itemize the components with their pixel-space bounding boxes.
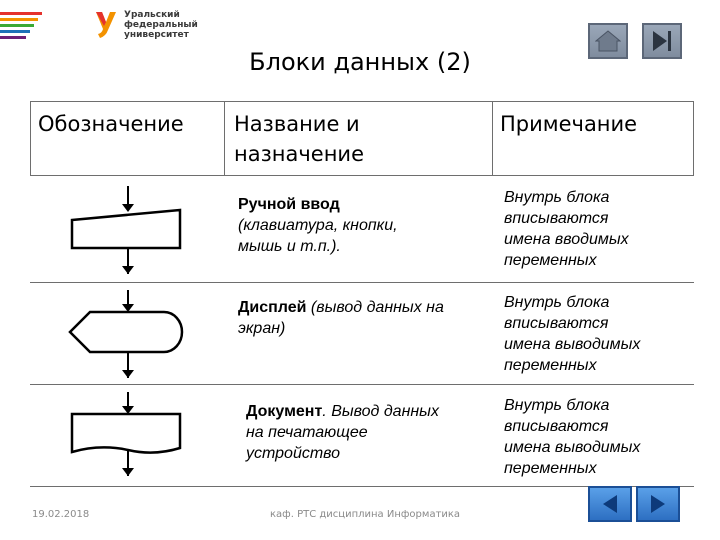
next-icon <box>647 493 669 515</box>
manual-input-title: Ручной ввод <box>238 196 340 213</box>
next-button[interactable] <box>636 486 680 522</box>
note-line: вписываются <box>504 418 609 435</box>
stripe-green <box>0 24 34 27</box>
logo-line-3: университет <box>124 30 189 40</box>
display-symbol <box>60 288 200 384</box>
prev-button[interactable] <box>588 486 632 522</box>
note-line: вписываются <box>504 315 609 332</box>
display-desc-2: экран) <box>238 320 286 337</box>
note-line: переменных <box>504 252 597 269</box>
row-document-note <box>504 395 640 479</box>
manual-input-symbol <box>60 184 200 280</box>
prev-icon <box>599 493 621 515</box>
stripe-red <box>0 12 42 15</box>
note-line: имена вводимых <box>504 231 629 248</box>
note-line: имена выводимых <box>504 439 641 456</box>
note-line: переменных <box>504 460 597 477</box>
document-title: Документ <box>246 403 323 420</box>
stripe-blue <box>0 30 30 33</box>
document-symbol <box>60 390 200 482</box>
logo-line-2: федеральный <box>124 20 198 30</box>
manual-input-desc-2: мышь и т.п.). <box>238 238 341 255</box>
footer-course: каф. РТС дисциплина Информатика <box>270 509 461 520</box>
note-line: Внутрь блока <box>504 397 610 414</box>
stripe-violet <box>0 36 26 39</box>
university-name <box>124 10 198 40</box>
header-name-line-1: Название и <box>234 112 360 136</box>
header-note: Примечание <box>500 112 638 136</box>
document-desc-1: . Вывод данных <box>322 403 439 420</box>
footer-date: 19.02.2018 <box>32 509 90 520</box>
row-display-note <box>504 292 640 376</box>
university-logo-icon <box>93 10 119 40</box>
manual-input-desc-1: (клавиатура, кнопки, <box>238 217 398 234</box>
row-manual-input-note <box>504 187 629 271</box>
document-desc-3: устройство <box>246 445 341 462</box>
header-designation: Обозначение <box>38 112 184 136</box>
header-name-purpose <box>234 109 364 169</box>
note-line: Внутрь блока <box>504 294 610 311</box>
document-desc-2: на печатающее <box>246 424 368 441</box>
stripe-orange <box>0 18 38 21</box>
row-display-name <box>238 297 444 339</box>
display-desc-1: (вывод данных на <box>306 299 444 316</box>
note-line: вписываются <box>504 210 609 227</box>
row-manual-input-name <box>238 194 398 257</box>
row-document-name <box>246 401 439 464</box>
logo-line-1: Уральский <box>124 10 180 20</box>
note-line: переменных <box>504 357 597 374</box>
header-name-line-2: назначение <box>234 142 364 166</box>
page-title: Блоки данных (2) <box>249 48 471 76</box>
display-title: Дисплей <box>238 299 307 316</box>
note-line: имена выводимых <box>504 336 641 353</box>
note-line: Внутрь блока <box>504 189 610 206</box>
